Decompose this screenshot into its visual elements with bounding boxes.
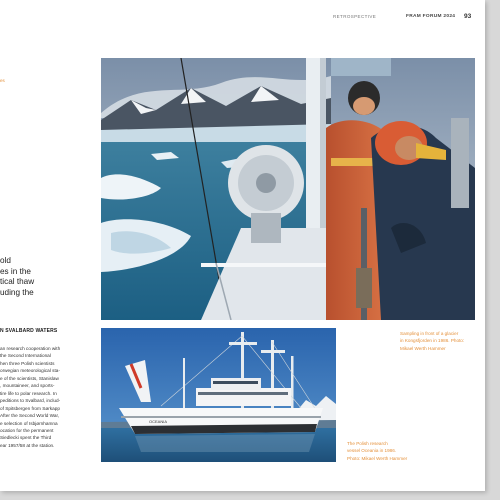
cropped-orange-text: es <box>0 78 5 83</box>
caption-line: Sampling in front of a glacier <box>400 331 459 336</box>
body-line: hen three Polish scientists <box>0 360 55 366</box>
body-line: of Spitsbergen from Sørkapp <box>0 405 60 411</box>
body-line: , mountaineer, and sports- <box>0 383 55 389</box>
caption-line: The Polish research <box>347 441 388 446</box>
caption-line: Photo: Mikael Werth Hammer <box>347 455 408 461</box>
caption-line: vessel Oceania in 1986. <box>347 448 397 454</box>
section-subheading: N SVALBARD WATERS <box>0 328 58 334</box>
body-line: Siedlecki spent the Third <box>0 435 52 441</box>
body-line: e of the scientists, Stanislaw <box>0 375 59 381</box>
vessel-photo-caption <box>347 440 407 462</box>
caption-line: in Kongsfjorden in 1986. Photo: <box>400 338 465 344</box>
research-vessel-illustration <box>101 328 336 462</box>
lead-line: old <box>0 256 11 265</box>
body-line: tire life to polar research. In <box>0 390 57 396</box>
page-number: 93 <box>464 13 472 20</box>
body-line: ear 1957/58 at the station. <box>0 442 55 448</box>
body-paragraph <box>0 345 98 449</box>
glacier-sampling-illustration <box>101 58 475 320</box>
glacier-sampling-photo <box>101 58 475 320</box>
glacier-photo-caption <box>400 330 464 352</box>
body-line: e selection of Isbjørnhamna <box>0 420 58 426</box>
lead-line: uding the <box>0 287 34 297</box>
lead-line: es in the <box>0 266 31 276</box>
research-vessel-photo <box>101 328 336 462</box>
body-line: peditions to Svalbard, includ- <box>0 398 61 404</box>
header-publication: FRAM FORUM 2024 <box>406 14 456 19</box>
lead-paragraph <box>0 256 98 298</box>
caption-line: Mikael Werth Hammer <box>400 345 446 351</box>
body-line: After the Second World War, <box>0 413 60 419</box>
header-section-label: RETROSPECTIVE <box>333 14 377 19</box>
body-line: the Second International <box>0 353 51 359</box>
ship-hull-name: OCEANIA <box>149 419 168 424</box>
lead-line: tical thaw <box>0 277 35 287</box>
body-line: an research cooperation with <box>0 346 61 351</box>
page-header <box>0 14 485 24</box>
body-line: orwegian meteorological sta- <box>0 368 60 374</box>
body-line: ocation for the permanent <box>0 427 54 433</box>
